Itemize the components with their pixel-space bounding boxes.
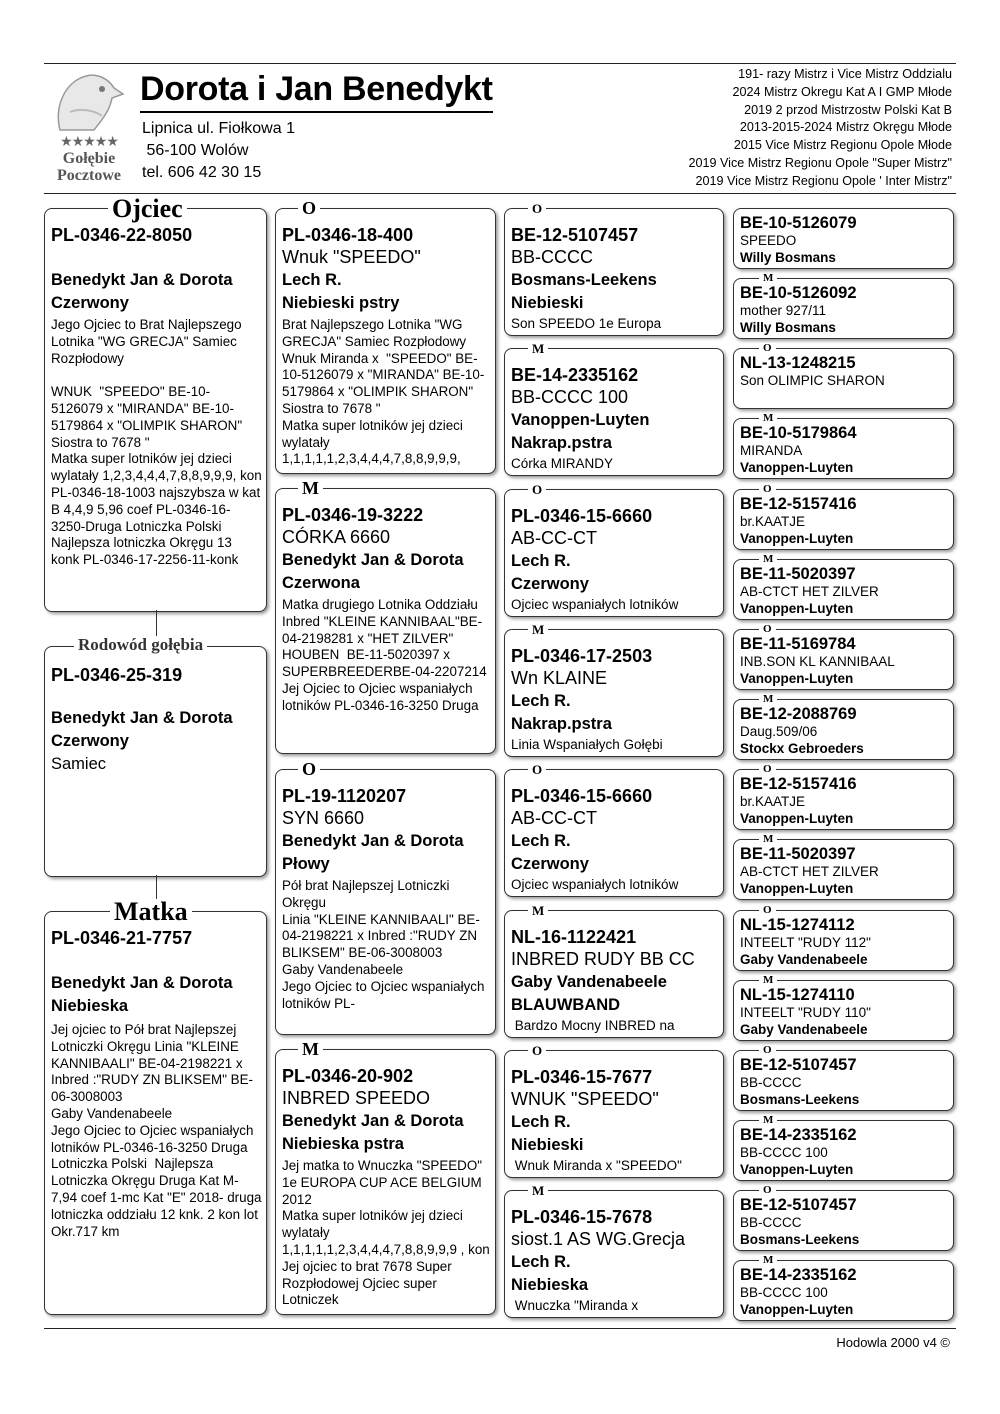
ring-number: NL-15-1274110 <box>740 985 855 1004</box>
ancestor-card[interactable] <box>504 208 724 336</box>
owner: Benedykt Jan & Dorota <box>51 709 233 727</box>
owner: Benedykt Jan & Dorota <box>282 1112 464 1130</box>
sex-mark: M <box>759 1115 777 1126</box>
ancestor-card[interactable] <box>504 769 724 897</box>
color: Czerwony <box>511 574 589 593</box>
ring-number: PL-0346-25-319 <box>51 665 183 685</box>
owner: Vanoppen-Luyten <box>740 1302 854 1318</box>
pigeon-name: AB-CTCT HET ZILVER <box>740 864 879 880</box>
ancestor-card[interactable] <box>504 1050 724 1178</box>
owner: Vanoppen-Luyten <box>740 670 854 686</box>
pigeon-name: AB-CTCT HET ZILVER <box>740 583 879 599</box>
ring-number: PL-0346-15-6660 <box>511 505 653 526</box>
sex-mark: O <box>298 760 320 778</box>
sex-mark: O <box>759 484 776 495</box>
ring-number: BE-10-5179864 <box>740 424 857 443</box>
ancestor-card[interactable] <box>504 348 724 476</box>
father-card[interactable] <box>44 208 267 612</box>
ring-number: NL-15-1274112 <box>740 915 855 934</box>
notes: Linia Wspaniałych Gołębi <box>511 736 663 752</box>
sex-mark: O <box>298 199 320 217</box>
ancestor-card[interactable] <box>504 489 724 617</box>
achievement: 2024 Mistrz Okregu Kat A I GMP Młode <box>732 84 952 99</box>
ring-number: PL-0346-15-7678 <box>511 1207 653 1228</box>
pigeon-name: mother 927/11 <box>740 303 827 319</box>
achievements-list <box>689 66 953 191</box>
sex: Samiec <box>51 755 107 773</box>
notes: Matka drugiego Lotnika Oddziału Inbred "KLEINE KANNIBAAL"BE-04-2198281 x "HET ZILVER" HOUBEN BE-11-5020397 x SUPERBREEDERBE-04-2207214 Jej Ojciec to Ojciec wspaniałych lotników PL-0346-16-3250 Druga <box>282 597 491 713</box>
color: Niebieska <box>511 1276 589 1295</box>
notes: Jego Ojciec to Brat Najlepszego Lotnika "WG GRECJA" Samiec Rozpłodowy WNUK "SPEEDO" BE-10-5126079 x "MIRANDA" BE-10-5179864 x "OLIMPIK SHARON" Siostra to 7678 " Matka super lotników jej dzieci wylatały 1,2,3,4,4,4,7,8,8,9,9,9, kon PL-0346-18-1003 najszybsza w kat B 4,4,9 5,96 coef PL-0346-16-3250-Druga Lotniczka Polski Najlepsza lotniczka Okręgu 13 konk PL-0346-17-2256-11-konk <box>51 317 262 568</box>
color: Niebieski pstry <box>282 294 400 312</box>
mother-card[interactable] <box>44 911 267 1315</box>
grandparent-card[interactable] <box>275 488 496 754</box>
ancestor-card-small[interactable] <box>733 489 954 550</box>
pigeon-name: WNUK "SPEEDO" <box>511 1088 659 1109</box>
achievement: 2019 Vice Mistrz Regionu Opole ' Inter Mistrz" <box>695 173 952 188</box>
phone: tel. 606 42 30 15 <box>142 164 262 181</box>
ring-number: BE-12-5157416 <box>740 775 857 794</box>
color: Niebieski <box>511 294 584 312</box>
pigeon-name: BB-CCCC <box>511 247 594 267</box>
pigeon-name: Son OLIMPIC SHARON <box>740 373 885 389</box>
sex-mark: M <box>759 694 777 705</box>
color: Nakrap.pstra <box>511 714 612 733</box>
notes: Ojciec wspaniałych lotników <box>511 877 679 893</box>
owner: Bosmans-Leekens <box>740 1232 860 1248</box>
ancestor-card-small[interactable] <box>733 699 954 760</box>
owner: Vanoppen-Luyten <box>740 881 854 897</box>
ancestor-card-small[interactable] <box>733 208 954 269</box>
grandparent-card[interactable] <box>275 769 496 1035</box>
owner: Gaby Vandenabeele <box>740 951 868 967</box>
achievement: 2019 2 przod Mistrzostw Polski Kat B <box>744 102 952 117</box>
father-label: Ojciec <box>108 196 187 222</box>
owner: Lech R. <box>282 271 342 289</box>
notes: Jej matka to Wnuczka "SPEEDO" 1e EUROPA CUP ACE BELGIUM 2012 Matka super lotników jej dzieci wylatały 1,1,1,1,1,2,3,4,4,4,7,8,8,9,9,9 , kon Jej ojciec to brat 7678 Super Rozpłodowej Ojciec super Lotniczek <box>282 1158 490 1308</box>
pigeon-name: siost.1 AS WG.Grecja <box>511 1229 686 1250</box>
owner: Gaby Vandenabeele <box>511 972 667 991</box>
sex-mark: M <box>759 1255 777 1266</box>
pigeon-name: INTEELT "RUDY 110" <box>740 1004 871 1020</box>
notes: Pół brat Najlepszej Lotniczki Okręgu Linia "KLEINE KANNIBAALI" BE-04-2198221 x Inbred :"RUDY ZN BLIKSEM" BE-06-3008003 Gaby Vandenabeele Jego Ojciec to Ojciec wspaniałych lotników PL- <box>282 878 485 1011</box>
ring-number: BE-11-5169784 <box>740 634 856 653</box>
sex-mark: O <box>759 764 776 775</box>
color: Czerwona <box>282 574 360 592</box>
ring-number: BE-11-5020397 <box>740 564 856 583</box>
sex-mark: M <box>528 1184 548 1197</box>
owner: Willy Bosmans <box>740 320 836 336</box>
owner: Vanoppen-Luyten <box>740 1161 854 1177</box>
ancestor-card-small[interactable] <box>733 1120 954 1181</box>
ring-number: PL-0346-18-400 <box>282 225 414 245</box>
ring-number: BE-10-5126092 <box>740 284 857 303</box>
ring-number: PL-0346-15-6660 <box>511 786 653 807</box>
color: BLAUWBAND <box>511 995 621 1014</box>
owner: Vanoppen-Luyten <box>740 600 854 616</box>
notes: Brat Najlepszego Lotnika "WG GRECJA" Samiec Rozpłodowy Wnuk Miranda x "SPEEDO" BE-10-5126079 x "MIRANDA" BE-10-5179864 x "OLIMPIK SHARON" Siostra to 7678 " Matka super lotników jej dzieci wylatały 1,1,1,1,1,2,3,4,4,4,7,8,8,9,9,9, <box>282 317 485 467</box>
ring-number: BE-14-2335162 <box>740 1266 857 1285</box>
owner: Vanoppen-Luyten <box>740 811 854 827</box>
notes: Wnuk Miranda x "SPEEDO" <box>511 1157 682 1173</box>
pigeon-name: Daug.509/06 <box>740 724 818 740</box>
achievement: 191- razy Mistrz i Vice Mistrz Oddzialu <box>738 67 952 81</box>
ring-number: BE-12-5107457 <box>511 225 639 245</box>
sex-mark: M <box>528 623 548 636</box>
notes: Wnuczka "Miranda x <box>511 1298 639 1314</box>
owner: Bosmans-Leekens <box>511 271 657 289</box>
ring-number: BE-12-2088769 <box>740 705 857 724</box>
ancestor-card[interactable] <box>504 910 724 1038</box>
pigeon-name: MIRANDA <box>740 443 803 459</box>
owner: Bosmans-Leekens <box>740 1091 860 1107</box>
sex-mark: O <box>759 624 776 635</box>
pigeon-name: SYN 6660 <box>282 808 365 828</box>
ring-number: BE-11-5020397 <box>740 845 856 864</box>
sex-mark: M <box>528 904 548 917</box>
sex-mark: M <box>759 413 777 424</box>
address-line-1: Lipnica ul. Fiołkowa 1 <box>142 120 295 137</box>
ring-number: PL-0346-21-7757 <box>51 928 193 948</box>
ancestor-card-small[interactable] <box>733 348 954 409</box>
pigeon-name: BB-CCCC 100 <box>511 387 629 408</box>
sex-mark: O <box>528 202 546 215</box>
pigeon-name: BB-CCCC 100 <box>740 1144 828 1160</box>
color: Płowy <box>282 855 330 873</box>
owner: Lech R. <box>511 551 571 570</box>
sex-mark: O <box>528 763 546 776</box>
sex-mark: O <box>759 1045 776 1056</box>
notes: Ojciec wspaniałych lotników <box>511 596 679 612</box>
ancestor-card[interactable] <box>504 1190 724 1318</box>
breeder-name: Dorota i Jan Benedykt <box>140 70 493 113</box>
ring-number: BE-12-5107457 <box>740 1055 857 1074</box>
stars-icon: ★★★★★ <box>60 134 118 150</box>
ring-number: BE-12-5157416 <box>740 494 857 513</box>
pigeon-name: br.KAATJE <box>740 794 806 810</box>
address-line-2: 56-100 Wolów <box>142 142 249 159</box>
notes: Son SPEEDO 1e Europa <box>511 316 662 331</box>
owner: Benedykt Jan & Dorota <box>51 271 233 289</box>
owner: Gaby Vandenabeele <box>740 1021 868 1037</box>
color: Czerwony <box>51 732 129 750</box>
pigeon-name: SPEEDO <box>740 233 797 248</box>
owner: Vanoppen-Luyten <box>511 411 650 430</box>
sex-mark: M <box>528 342 548 355</box>
pigeon-name: INB.SON KL KANNIBAAL <box>740 653 895 669</box>
pigeon-name: INBRED SPEEDO <box>282 1088 431 1108</box>
ring-number: BE-14-2335162 <box>740 1125 857 1144</box>
ring-number: PL-19-1120207 <box>282 786 407 806</box>
software-credit: Hodowla 2000 v4 © <box>836 1335 950 1350</box>
ring-number: PL-0346-15-7677 <box>511 1066 653 1087</box>
ring-number: PL-0346-20-902 <box>282 1066 414 1086</box>
ring-number: PL-0346-17-2503 <box>511 645 653 666</box>
color: Czerwony <box>51 294 129 312</box>
ring-number: PL-0346-22-8050 <box>51 225 193 245</box>
ancestor-card-small[interactable] <box>733 278 954 339</box>
sex-mark: M <box>759 834 777 845</box>
notes: Córka MIRANDY <box>511 456 614 472</box>
achievement: 2013-2015-2024 Mistrz Okręgu Młode <box>739 120 952 135</box>
achievement: 2019 Vice Mistrz Regionu Opole "Super Mistrz" <box>688 155 952 170</box>
sex-mark: O <box>759 1185 776 1196</box>
pigeon-name: CÓRKA 6660 <box>282 527 391 547</box>
pigeon-logo <box>44 68 134 186</box>
pigeon-name: br.KAATJE <box>740 513 806 529</box>
logo-text-line2: Pocztowe <box>57 167 121 184</box>
sex-mark: M <box>759 554 777 565</box>
pigeon-name: AB-CC-CT <box>511 527 597 548</box>
color: Niebieska <box>51 997 129 1015</box>
color: Nakrap.pstra <box>511 434 612 453</box>
sex-mark: M <box>298 479 323 497</box>
sex-mark: O <box>528 483 546 496</box>
subject-card[interactable] <box>44 646 267 877</box>
pigeon-name: AB-CC-CT <box>511 808 597 829</box>
notes: Bardzo Mocny INBRED na <box>511 1017 675 1033</box>
sex-mark: M <box>759 975 777 986</box>
owner: Lech R. <box>511 1112 571 1131</box>
ring-number: BE-10-5126079 <box>740 214 857 232</box>
pigeon-name: BB-CCCC 100 <box>740 1285 828 1301</box>
logo-text-line1: Gołębie <box>62 150 116 167</box>
ancestor-card-small[interactable] <box>733 1050 954 1111</box>
color: Niebieska pstra <box>282 1135 404 1153</box>
owner: Benedykt Jan & Dorota <box>51 974 233 992</box>
sex-mark: O <box>759 343 776 354</box>
pigeon-name: BB-CCCC <box>740 1074 802 1090</box>
color: Czerwony <box>511 855 589 874</box>
sex-mark: M <box>298 1040 323 1058</box>
ring-number: NL-16-1122421 <box>511 926 637 947</box>
mother-label: Matka <box>110 899 192 925</box>
owner: Lech R. <box>511 1253 571 1272</box>
ancestor-card-small[interactable] <box>733 839 954 900</box>
ancestor-card-small[interactable] <box>733 980 954 1041</box>
notes: Jej ojciec to Pół brat Najlepszej Lotniczki Okręgu Linia "KLEINE KANNIBAALI" BE-04-2198221 x Inbred :"RUDY ZN BLIKSEM" BE-06-3008003 Gaby Vandenabeele Jego Ojciec to Ojciec wspaniałych lotników PL-0346-16-3250 Druga Lotniczka Polski Najlepsza Lotniczka Okręgu Druga Kat M- 7,94 coef 1-mc Kat "E" 2018- druga lotniczka oddziału 12 knk. 2 kon lot Okr.717 km <box>51 1022 262 1239</box>
sex-mark: M <box>759 273 777 284</box>
pigeon-name: INBRED RUDY BB CC <box>511 948 695 969</box>
ancestor-card-small[interactable] <box>733 910 954 971</box>
owner: Vanoppen-Luyten <box>740 460 854 476</box>
footer-rule <box>44 1328 956 1329</box>
color: Niebieski <box>511 1135 584 1154</box>
pigeon-head-icon <box>50 68 126 138</box>
sex-mark: O <box>759 905 776 916</box>
achievement: 2015 Vice Mistrz Regionu Opole Młode <box>733 138 952 153</box>
owner: Stockx Gebroeders <box>740 741 864 757</box>
pigeon-name: Wn KLAINE <box>511 667 608 688</box>
ring-number: BE-12-5107457 <box>740 1196 857 1215</box>
owner: Benedykt Jan & Dorota <box>282 551 464 569</box>
ancestor-card-small[interactable] <box>733 1260 954 1321</box>
ancestor-card-small[interactable] <box>733 418 954 479</box>
pigeon-name: INTEELT "RUDY 112" <box>740 934 871 950</box>
sex-mark: O <box>528 1044 546 1057</box>
ancestor-card[interactable] <box>504 629 724 757</box>
owner: Lech R. <box>511 832 571 851</box>
owner: Willy Bosmans <box>740 250 836 265</box>
grandparent-card[interactable] <box>275 208 496 474</box>
owner: Benedykt Jan & Dorota <box>282 832 464 850</box>
ancestor-card-small[interactable] <box>733 1190 954 1251</box>
ring-number: NL-13-1248215 <box>740 354 856 373</box>
pigeon-name: BB-CCCC <box>740 1215 802 1231</box>
grandparent-card[interactable] <box>275 1049 496 1315</box>
ring-number: PL-0346-19-3222 <box>282 505 424 525</box>
owner: Lech R. <box>511 691 571 710</box>
owner: Vanoppen-Luyten <box>740 530 854 546</box>
pedigree-label: Rodowód gołębia <box>74 636 207 653</box>
ring-number: BE-14-2335162 <box>511 365 639 386</box>
header-top-rule <box>44 63 956 64</box>
ancestor-card-small[interactable] <box>733 629 954 690</box>
ancestor-card-small[interactable] <box>733 769 954 830</box>
ancestor-card-small[interactable] <box>733 559 954 620</box>
pigeon-name: Wnuk "SPEEDO" <box>282 247 421 267</box>
